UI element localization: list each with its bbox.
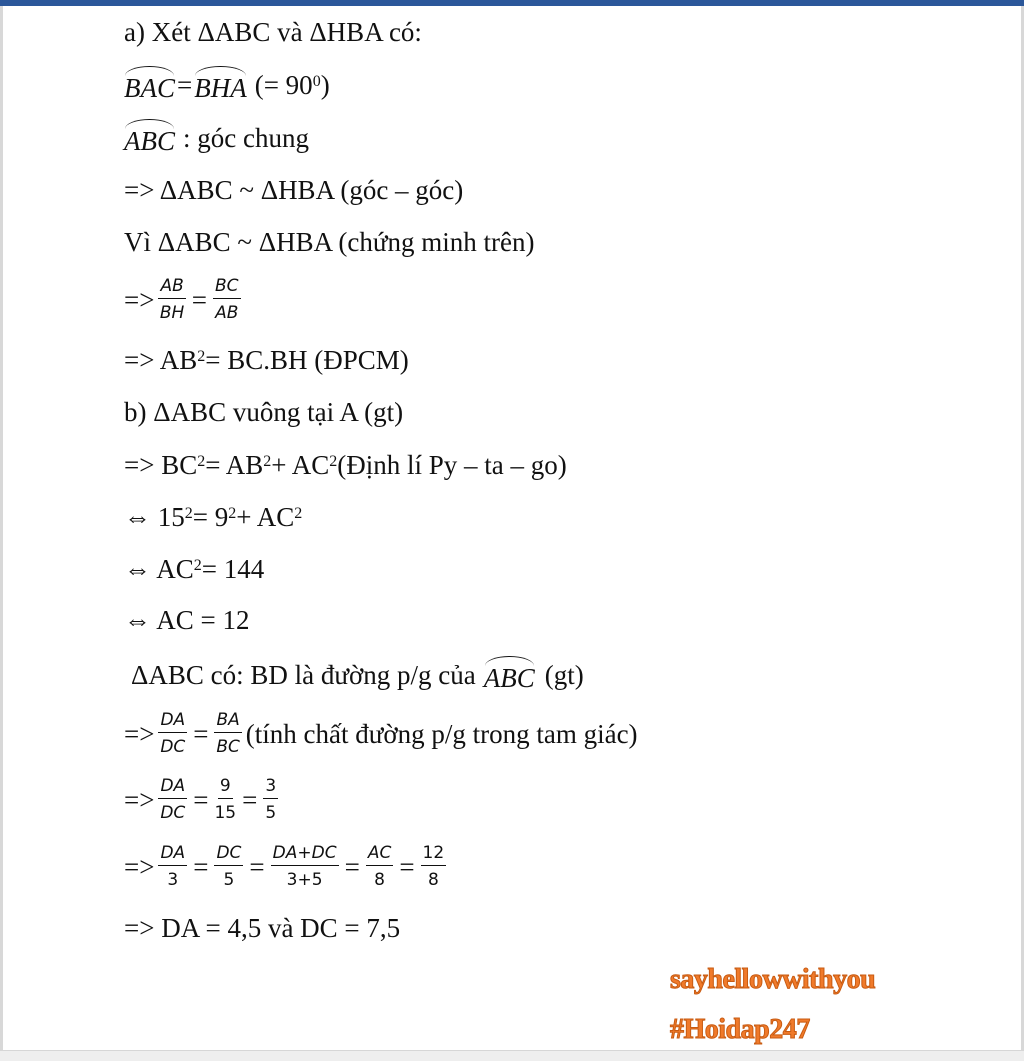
superscript: 2: [228, 505, 237, 522]
superscript: 2: [294, 505, 303, 522]
superscript: 2: [193, 557, 202, 574]
fraction: $\frac{DA}{DC}$: [160, 776, 186, 823]
line-bisector-ratio: [124, 710, 638, 757]
fraction: $\frac{3}{5}$: [265, 776, 277, 823]
text: (tính chất đường p/g trong tam giác): [245, 718, 638, 749]
angle-bha: BHA: [194, 66, 246, 104]
text: a) Xét ΔABC và ΔHBA có:: [124, 17, 422, 47]
equals-sign: =: [344, 851, 360, 882]
fraction: $\frac{BC}{AB}$: [215, 276, 239, 323]
text: =>: [124, 784, 155, 815]
fraction: $\frac{12}{8}$: [422, 843, 445, 890]
angle-abc: ABC: [484, 656, 535, 694]
line-substitute: [124, 501, 302, 533]
text: = BC.BH (ĐPCM): [205, 345, 409, 375]
equals-sign: =: [249, 851, 265, 882]
fraction: $\frac{DA+DC}{3+5}$: [272, 843, 337, 890]
superscript: 2: [329, 453, 338, 470]
watermark-username: sayhellowwithyou: [670, 964, 876, 995]
text: ΔABC có: BD là đường p/g của: [131, 660, 476, 690]
text: (= 90: [254, 70, 313, 100]
text: : góc chung: [183, 123, 309, 153]
text: => DA = 4,5 và DC = 7,5: [124, 913, 401, 943]
line-ab-squared: [124, 344, 409, 376]
text: Vì ΔABC ~ ΔHBA (chứng minh trên): [124, 227, 535, 257]
fraction: $\frac{BA}{BC}$: [216, 710, 240, 757]
window-top-bar: [0, 0, 1024, 6]
line-angle-equality: BAC = BHA (= 90 $^0$ ): [124, 66, 330, 104]
text: =>: [124, 718, 155, 749]
text: + AC: [271, 450, 330, 480]
text: =>: [124, 851, 155, 882]
fraction: $\frac{DA}{DC}$: [160, 710, 186, 757]
line-ac-value: [124, 604, 250, 636]
text: = 9: [192, 502, 229, 532]
line-similarity: [124, 174, 463, 206]
line-final-answer: [124, 912, 400, 944]
text: b) ΔABC vuông tại A (gt): [124, 397, 404, 427]
text: ⇔ 15: [124, 502, 185, 532]
text: ⇔ AC = 12: [124, 605, 250, 635]
text: (Định lí Py – ta – go): [337, 450, 567, 480]
text: => BC: [124, 450, 198, 480]
text: =>: [124, 284, 155, 315]
superscript: 2: [184, 505, 193, 522]
watermark-hashtag: #Hoidap247: [670, 1014, 810, 1045]
page-left-edge: [0, 6, 3, 1060]
angle-bac: BAC: [124, 66, 175, 104]
fraction: $\frac{AC}{8}$: [367, 843, 392, 890]
page-bottom-edge: [0, 1050, 1024, 1061]
line-common-angle: [124, 119, 309, 157]
equals-sign: =: [191, 284, 207, 315]
equals-sign: =: [193, 718, 209, 749]
superscript: 2: [197, 453, 206, 470]
text: + AC: [236, 502, 295, 532]
equals-sign: =: [193, 851, 209, 882]
line-part-a-intro: [124, 16, 422, 48]
text: ⇔ AC: [124, 554, 194, 584]
line-because: [124, 226, 534, 258]
superscript: 0: [312, 73, 321, 90]
equals-sign: =: [399, 851, 415, 882]
line-ac-squared: [124, 553, 264, 585]
text: => ΔABC ~ ΔHBA (góc – góc): [124, 175, 464, 205]
fraction: $\frac{DA}{3}$: [160, 843, 186, 890]
fraction: $\frac{9}{15}$: [214, 776, 237, 823]
fraction: $\frac{AB}{BH}$: [159, 276, 185, 323]
line-bisector: [131, 656, 584, 694]
line-pythagoras: [124, 449, 567, 481]
line-equal-ratios: [124, 843, 450, 890]
text: = 144: [201, 554, 265, 584]
superscript: 2: [263, 453, 272, 470]
text: => AB: [124, 345, 198, 375]
angle-abc: ABC: [124, 119, 175, 157]
line-ratio-values: [124, 776, 282, 823]
equals-sign: =: [242, 784, 258, 815]
equals-sign: =: [177, 70, 193, 100]
line-part-b-intro: [124, 396, 403, 428]
superscript: 2: [197, 348, 206, 365]
text: = AB: [205, 450, 264, 480]
fraction: $\frac{DC}{5}$: [216, 843, 242, 890]
equals-sign: =: [193, 784, 209, 815]
text: (gt): [544, 660, 584, 690]
line-ratio-ab: [124, 276, 245, 323]
